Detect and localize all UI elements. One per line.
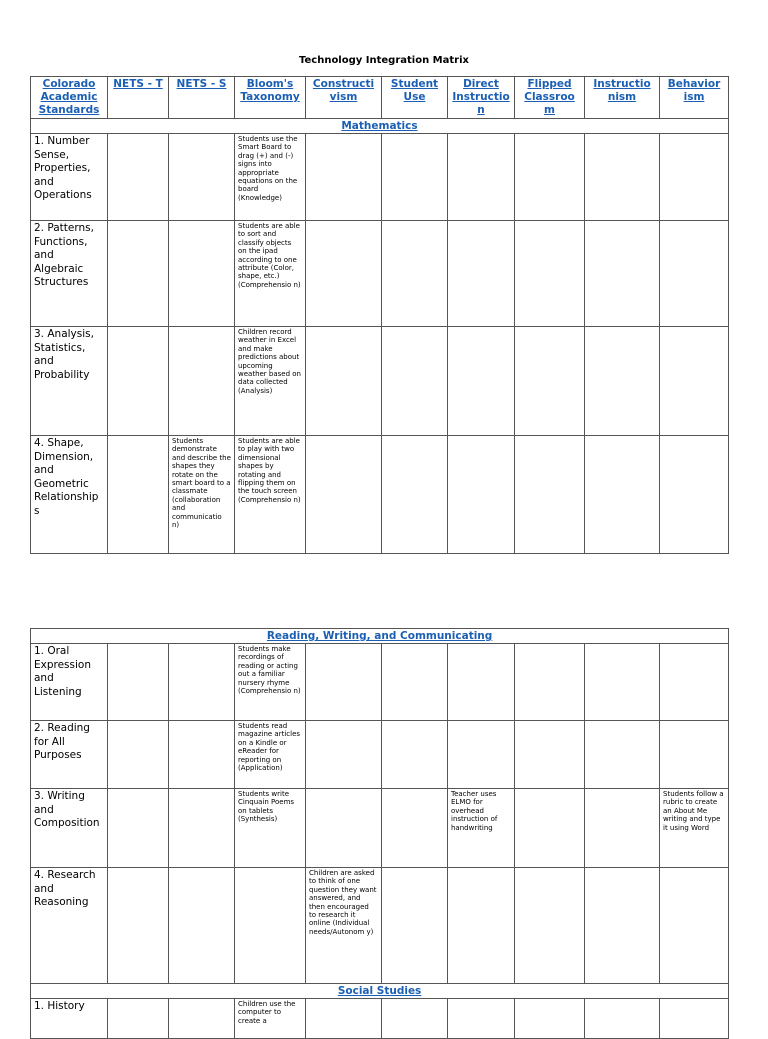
standard-cell: 3. Analysis, Statistics, and Probability [31,327,108,436]
table-row [31,999,729,1039]
nets-s-cell [169,221,235,327]
table-row [31,221,729,327]
behaviorism-cell [660,868,729,984]
bloom-cell: Students make recordings of reading or acting out a familiar nursery rhyme (Comprehensio n) [235,644,306,721]
standard-cell: 2. Patterns, Functions, and Algebraic Structures [31,221,108,327]
constructivism-cell [306,721,382,789]
header-behaviorism: Behavior ism [660,77,729,119]
section-title-social-studies: Social Studies [31,984,729,999]
bloom-cell [235,868,306,984]
header-nets-t: NETS - T [108,77,169,119]
bloom-cell: Students write Cinquain Poems on tablets (Synthesis) [235,789,306,868]
behaviorism-cell [660,721,729,789]
nets-s-cell [169,327,235,436]
table-row [31,134,729,221]
bloom-cell: Children use the computer to create a [235,999,306,1039]
section-row-reading-writing [31,629,729,644]
direct-instruction-cell [448,868,515,984]
header-flipped-classroom: Flipped Classroo m [515,77,585,119]
header-colorado-standards: Colorado Academic Standards [31,77,108,119]
bloom-cell: Children record weather in Excel and make predictions about upcoming weather based on data collected (Analysis) [235,327,306,436]
section-row-social-studies [31,984,729,999]
table-row [31,327,729,436]
header-constructivism: Constructi vism [306,77,382,119]
direct-instruction-cell: Teacher uses ELMO for overhead instruction of handwriting [448,789,515,868]
table-row [31,644,729,721]
bloom-cell: Students use the Smart Board to drag (+) and (-) signs into appropriate equations on the board (Knowledge) [235,134,306,221]
rwc-matrix-table [30,628,729,1039]
standard-cell: 1. Oral Expression and Listening [31,644,108,721]
bloom-cell: Students are able to play with two dimensional shapes by rotating and flipping them on the touch screen (Comprehensio n) [235,436,306,554]
constructivism-cell [306,644,382,721]
table-row [31,868,729,984]
behaviorism-cell: Students follow a rubric to create an About Me writing and type it using Word [660,789,729,868]
math-matrix-table [30,76,729,554]
nets-s-cell: Students demonstrate and describe the shapes they rotate on the smart board to a classmate (collaboration and communicatio n) [169,436,235,554]
bloom-cell: Students read magazine articles on a Kindle or eReader for reporting on (Application) [235,721,306,789]
document-title: Technology Integration Matrix [299,55,469,66]
table-row [31,436,729,554]
header-student-use: Student Use [382,77,448,119]
header-nets-s: NETS - S [169,77,235,119]
standard-cell: 1. Number Sense, Properties, and Operations [31,134,108,221]
bloom-cell: Students are able to sort and classify objects on the ipad according to one attribute (Color, shape, etc.) (Comprehensio n) [235,221,306,327]
section-title-mathematics: Mathematics [31,119,729,134]
header-direct-instruction: Direct Instructio n [448,77,515,119]
header-blooms-taxonomy: Bloom's Taxonomy [235,77,306,119]
table-row [31,721,729,789]
standard-cell: 3. Writing and Composition [31,789,108,868]
standard-cell: 2. Reading for All Purposes [31,721,108,789]
direct-instruction-cell [448,644,515,721]
section-row-mathematics [31,119,729,134]
header-instructionism: Instructio nism [585,77,660,119]
section-title-reading-writing: Reading, Writing, and Communicating [31,629,729,644]
standard-cell: 4. Research and Reasoning [31,868,108,984]
behaviorism-cell [660,644,729,721]
direct-instruction-cell [448,721,515,789]
nets-s-cell [169,134,235,221]
header-row [31,77,729,119]
standard-cell: 1. History [31,999,108,1039]
constructivism-cell [306,789,382,868]
standard-cell: 4. Shape, Dimension, and Geometric Relationship s [31,436,108,554]
table-row [31,789,729,868]
constructivism-cell: Children are asked to think of one question they want answered, and then encouraged to research it online (Individual needs/Autonom y) [306,868,382,984]
